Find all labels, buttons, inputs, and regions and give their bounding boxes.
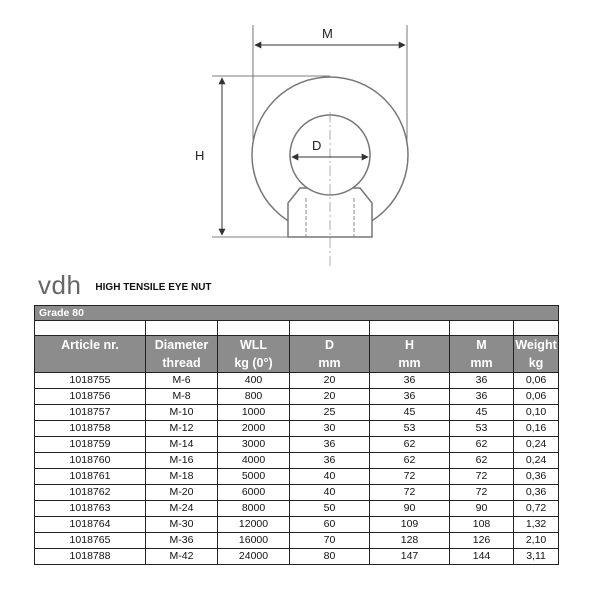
header-d-sub: mm [290,354,370,373]
header-h-sub: mm [370,354,450,373]
m-label: M [322,26,333,41]
cell-wll: 16000 [218,533,290,549]
blank-cell [514,321,559,336]
header-wll-sub: kg (0°) [218,354,290,373]
cell-wll: 12000 [218,517,290,533]
brand-header [38,272,212,298]
cell-article-nr: 1018761 [35,469,146,485]
cell-d-mm: 30 [290,421,370,437]
header-diameter-sub: thread [146,354,218,373]
cell-d-mm: 40 [290,469,370,485]
cell-wll: 1000 [218,405,290,421]
header-weight: Weight [514,336,559,355]
table-row [35,437,559,453]
cell-article-nr: 1018759 [35,437,146,453]
cell-m-mm: 45 [450,405,514,421]
cell-weight-kg: 0,36 [514,469,559,485]
header-diameter: Diameter [146,336,218,355]
blank-cell [146,321,218,336]
cell-diameter-thread: M-42 [146,549,218,565]
cell-h-mm: 53 [370,421,450,437]
cell-wll: 6000 [218,485,290,501]
cell-wll: 3000 [218,437,290,453]
cell-article-nr: 1018757 [35,405,146,421]
header-article: Article nr. [35,336,146,355]
cell-d-mm: 36 [290,437,370,453]
cell-diameter-thread: M-24 [146,501,218,517]
cell-d-mm: 40 [290,485,370,501]
cell-article-nr: 1018755 [35,373,146,389]
cell-diameter-thread: M-36 [146,533,218,549]
table-row [35,533,559,549]
cell-m-mm: 72 [450,469,514,485]
blank-cell [218,321,290,336]
cell-article-nr: 1018758 [35,421,146,437]
cell-article-nr: 1018764 [35,517,146,533]
cell-weight-kg: 0,24 [514,453,559,469]
cell-m-mm: 90 [450,501,514,517]
cell-h-mm: 62 [370,437,450,453]
cell-weight-kg: 0,06 [514,389,559,405]
table-row [35,373,559,389]
h-label: H [195,148,205,163]
blank-cell [370,321,450,336]
product-title: HIGH TENSILE EYE NUT [95,281,212,293]
cell-d-mm: 80 [290,549,370,565]
d-label: D [312,138,322,153]
table-row [35,501,559,517]
cell-wll: 8000 [218,501,290,517]
cell-d-mm: 25 [290,405,370,421]
spec-table [34,305,559,565]
cell-diameter-thread: M-8 [146,389,218,405]
cell-article-nr: 1018756 [35,389,146,405]
cell-d-mm: 20 [290,373,370,389]
cell-wll: 4000 [218,453,290,469]
cell-weight-kg: 0,16 [514,421,559,437]
cell-diameter-thread: M-14 [146,437,218,453]
table-row [35,485,559,501]
cell-h-mm: 90 [370,501,450,517]
table-row [35,453,559,469]
header-m-sub: mm [450,354,514,373]
cell-diameter-thread: M-10 [146,405,218,421]
cell-h-mm: 62 [370,453,450,469]
cell-d-mm: 50 [290,501,370,517]
cell-h-mm: 147 [370,549,450,565]
blank-cell [290,321,370,336]
header-weight-sub: kg [514,354,559,373]
table-row [35,389,559,405]
cell-m-mm: 108 [450,517,514,533]
cell-m-mm: 53 [450,421,514,437]
cell-d-mm: 20 [290,389,370,405]
cell-wll: 400 [218,373,290,389]
cell-article-nr: 1018765 [35,533,146,549]
table-row [35,549,559,565]
cell-weight-kg: 0,36 [514,485,559,501]
header-article-sub [35,354,146,373]
blank-row [35,321,559,336]
header-row-2 [35,354,559,373]
cell-weight-kg: 2,10 [514,533,559,549]
cell-m-mm: 36 [450,373,514,389]
header-row-1 [35,336,559,355]
cell-article-nr: 1018762 [35,485,146,501]
cell-article-nr: 1018788 [35,549,146,565]
header-wll: WLL [218,336,290,355]
cell-d-mm: 60 [290,517,370,533]
cell-diameter-thread: M-12 [146,421,218,437]
table-row [35,469,559,485]
cell-weight-kg: 0,72 [514,501,559,517]
cell-weight-kg: 0,06 [514,373,559,389]
table-row [35,421,559,437]
cell-m-mm: 62 [450,437,514,453]
cell-m-mm: 72 [450,485,514,501]
cell-h-mm: 72 [370,485,450,501]
header-m: M [450,336,514,355]
cell-m-mm: 144 [450,549,514,565]
cell-m-mm: 36 [450,389,514,405]
grade-label: Grade 80 [35,306,559,321]
cell-h-mm: 45 [370,405,450,421]
cell-diameter-thread: M-6 [146,373,218,389]
cell-m-mm: 126 [450,533,514,549]
grade-row [35,306,559,321]
cell-d-mm: 36 [290,453,370,469]
cell-article-nr: 1018763 [35,501,146,517]
cell-weight-kg: 3,11 [514,549,559,565]
cell-h-mm: 36 [370,373,450,389]
cell-wll: 5000 [218,469,290,485]
cell-diameter-thread: M-30 [146,517,218,533]
cell-h-mm: 36 [370,389,450,405]
eye-nut-drawing [0,0,605,270]
cell-h-mm: 128 [370,533,450,549]
table-row [35,405,559,421]
cell-wll: 24000 [218,549,290,565]
cell-weight-kg: 1,32 [514,517,559,533]
table-body [35,373,559,565]
cell-diameter-thread: M-20 [146,485,218,501]
blank-cell [450,321,514,336]
vdh-logo: vdh [38,270,82,300]
table-row [35,517,559,533]
header-h: H [370,336,450,355]
cell-wll: 800 [218,389,290,405]
blank-cell [35,321,146,336]
header-d: D [290,336,370,355]
cell-diameter-thread: M-18 [146,469,218,485]
cell-m-mm: 62 [450,453,514,469]
cell-weight-kg: 0,10 [514,405,559,421]
cell-wll: 2000 [218,421,290,437]
cell-diameter-thread: M-16 [146,453,218,469]
cell-h-mm: 72 [370,469,450,485]
cell-h-mm: 109 [370,517,450,533]
cell-article-nr: 1018760 [35,453,146,469]
cell-d-mm: 70 [290,533,370,549]
cell-weight-kg: 0,24 [514,437,559,453]
